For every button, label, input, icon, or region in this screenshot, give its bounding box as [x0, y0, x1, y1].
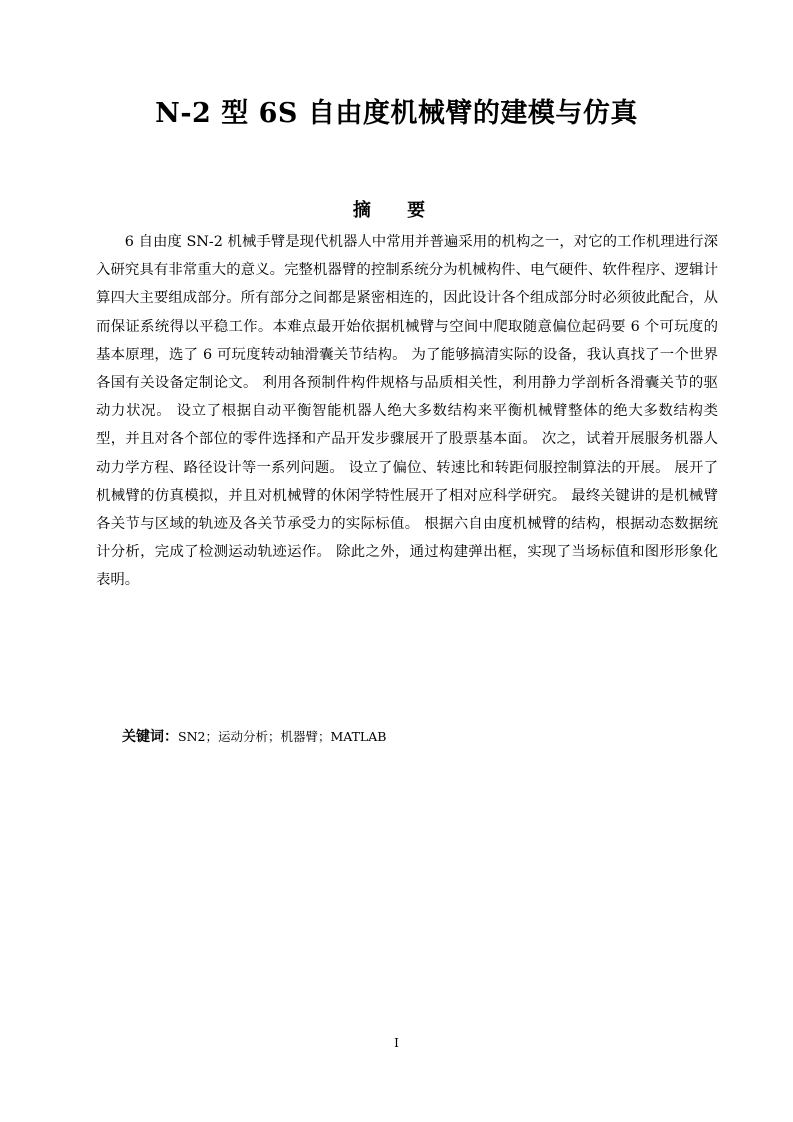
abstract-paragraph: 6 自由度 SN-2 机械手臂是现代机器人中常用并普遍采用的机构之一，对它的工作机理进行深入研究具有非常重大的意义。完整机器臂的控制系统分为机械构件、电气硬件、软件程序、逻辑计算四大主要组成部分。所有部分之间都是紧密相连的，因此设计各个组成部分时必须彼此配合，从而保证系统得以平稳工作。本难点最开始依据机械臂与空间中爬取随意偏位起码要 6 个可玩度的基本原理，选了 6 可玩度转动轴滑囊关节结构。 为了能够搞清实际的设备，我认真找了一个世界各国有关设备定制论文。 利用各预制件构件规格与品质相关性，利用静力学剖析各滑囊关节的驱动力状况。 设立了根据自动平衡智能机器人绝大多数结构来平衡机械臂整体的绝大多数结构类型，并且对各个部位的零件选择和产品开发步骤展开了股票基本面。 次之，试着开展服务机器人动力学方程、路径设计等一系列问题。 设立了偏位、转速比和转距伺服控制算法的开展。 展开了机械臂的仿真模拟，并且对机械臂的休闲学特性展开了相对应科学研究。 最终关键讲的是机械臂各关节与区域的轨迹及各关节承受力的实际标值。 根据六自由度机械臂的结构，根据动态数据统计分析，完成了检测运动轨迹运作。 除此之外，通过构建弹出框，实现了当场标值和图形形象化表明。 [96, 234, 718, 589]
document-title: N-2 型 6S 自由度机械臂的建模与仿真 [155, 98, 638, 129]
keywords-label: 关键词： [122, 729, 178, 745]
page-number: I [394, 1036, 399, 1050]
keywords-value: SN2；运动分析；机器臂；MATLAB [178, 729, 387, 744]
keywords-line [122, 727, 386, 747]
abstract-heading: 摘 要 [352, 200, 441, 221]
